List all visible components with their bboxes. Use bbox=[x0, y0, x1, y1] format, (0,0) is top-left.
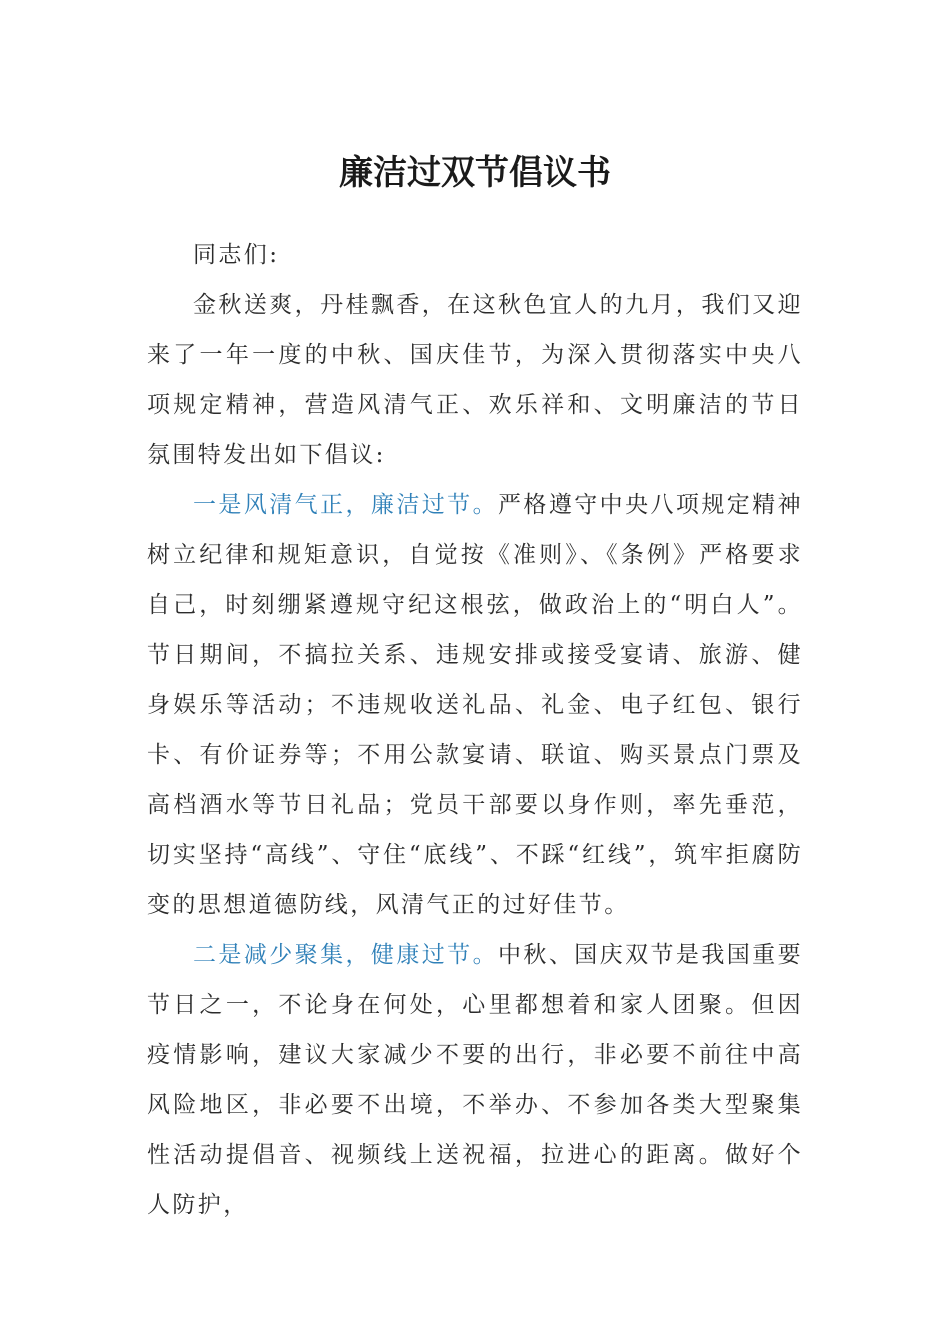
section-text-1: 严格遵守中央八项规定精神树立纪律和规矩意识，自觉按《准则》、《条例》严格要求自己，时刻绷紧遵规守纪这根弦，做政治上的“明白人”。节日期间，不搞拉关系、违规安排或接受宴请、旅游、健身娱乐等活动；不违规收送礼品、礼金、电子红包、银行卡、有价证券等；不用公款宴请、联谊、购买景点门票及高档酒水等节日礼品；党员干部要以身作则，率先垂范，切实坚持“高线”、守住“底线”、不踩“红线”，筑牢拒腐防变的思想道德防线，风清气正的过好佳节。 bbox=[147, 492, 803, 918]
intro-paragraph: 金秋送爽，丹桂飘香，在这秋色宜人的九月，我们又迎来了一年一度的中秋、国庆佳节，为深入贯彻落实中央八项规定精神，营造风清气正、欢乐祥和、文明廉洁的节日氛围特发出如下倡议: bbox=[147, 292, 803, 468]
document-title: 廉洁过双节倡议书 bbox=[339, 153, 611, 193]
section-paragraph-1 bbox=[147, 480, 803, 930]
section-heading-2: 二是减少聚集，健康过节。 bbox=[193, 942, 498, 968]
salutation: 同志们: bbox=[193, 242, 280, 268]
section-text-2: 中秋、国庆双节是我国重要节日之一，不论身在何处，心里都想着和家人团聚。但因疫情影响，建议大家减少不要的出行，非必要不前往中高风险地区，非必要不出境，不举办、不参加各类大型聚集性活动提倡音、视频线上送祝福，拉进心的距离。做好个人防护， bbox=[147, 942, 803, 1218]
section-heading-1: 一是风清气正，廉洁过节。 bbox=[193, 492, 498, 518]
section-paragraph-2 bbox=[147, 930, 803, 1230]
document-body bbox=[147, 230, 803, 1230]
